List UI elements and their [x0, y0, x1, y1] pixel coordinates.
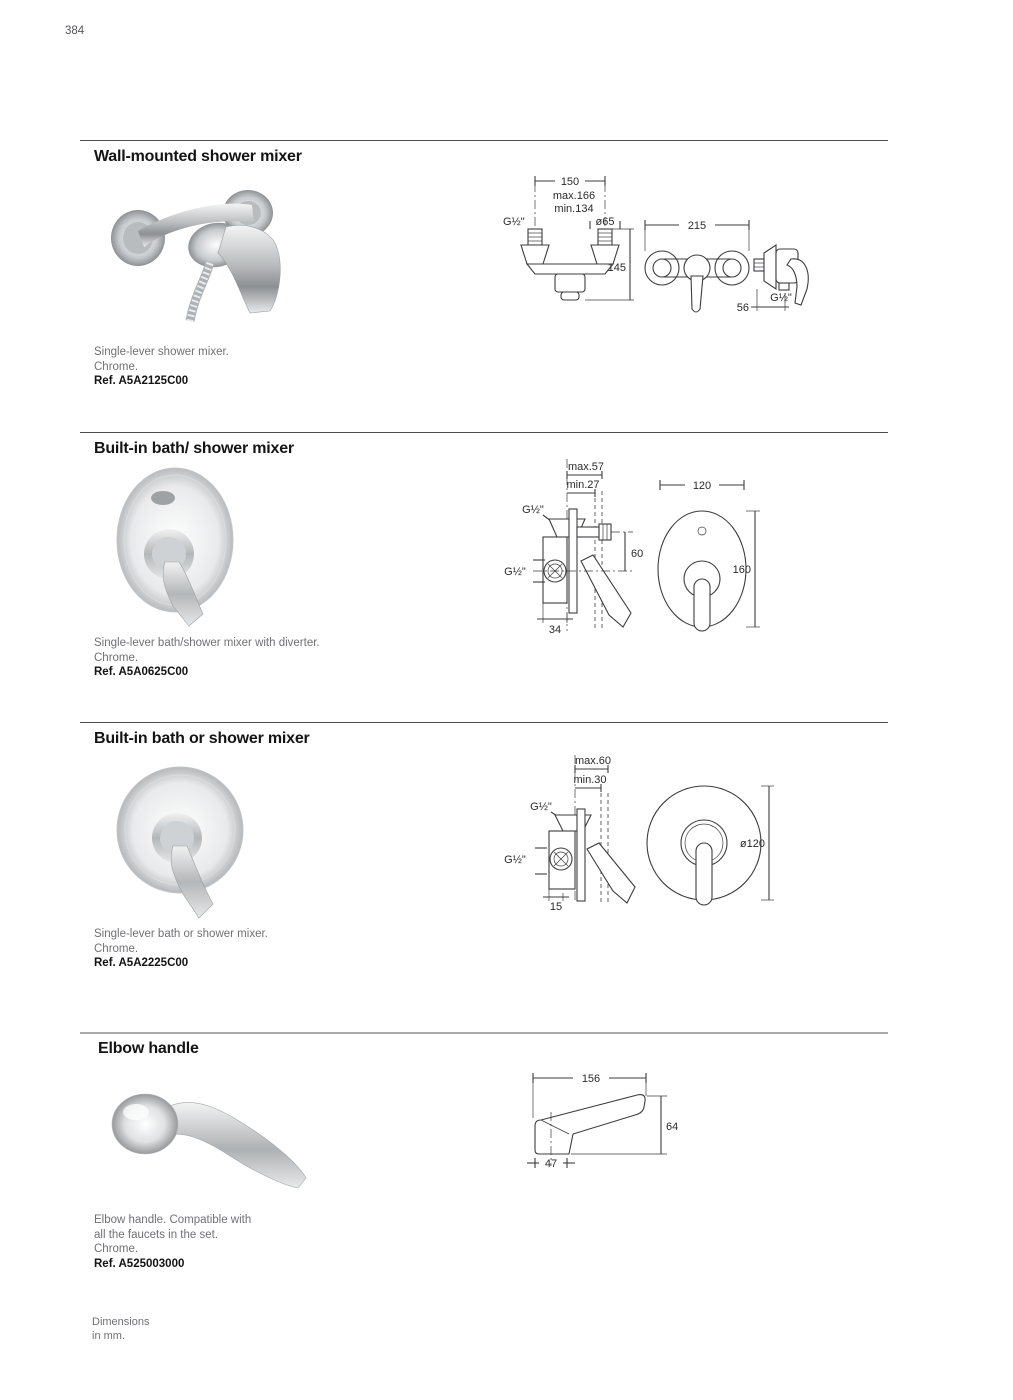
dim-body-depth: 15 — [549, 901, 563, 913]
dimensions-note — [92, 1316, 149, 1343]
dim-height: 145 — [607, 262, 626, 274]
plate-front-view — [658, 480, 760, 631]
description-line: Chrome. — [94, 651, 139, 664]
dim-thread-top: G½" — [530, 801, 552, 813]
dim-width: 150 — [560, 176, 580, 188]
face-view — [645, 220, 749, 312]
dim-thread-side: G½" — [770, 292, 792, 304]
lever-section — [581, 555, 631, 627]
dim-plate-width: 120 — [692, 480, 712, 492]
lever-handle — [218, 225, 280, 313]
section-title-built-in-bath-or-shower: Built-in bath or shower mixer — [94, 730, 310, 747]
product-description — [94, 1213, 251, 1271]
dim-length: 156 — [581, 1073, 601, 1085]
dim-thread-left: G½" — [504, 854, 526, 866]
plate-front-view — [647, 786, 774, 905]
description-line: Chrome. — [94, 942, 139, 955]
dim-diameter: ø65 — [595, 216, 615, 228]
product-photo-built-in-bath-shower-mixer — [103, 458, 253, 630]
technical-drawing-built-in-bath-shower-mixer — [497, 457, 767, 635]
product-description — [94, 345, 229, 389]
dim-min: min.30 — [573, 774, 607, 786]
lever-front — [694, 579, 710, 631]
product-photo-built-in-bath-or-shower-mixer — [105, 752, 260, 924]
product-ref: Ref. A5A0625C00 — [94, 666, 189, 678]
handle-knob — [112, 1094, 178, 1154]
dim-body-depth: 34 — [548, 624, 562, 636]
lever-front — [691, 276, 703, 312]
dim-body-width: 215 — [687, 220, 707, 232]
dim-max: max.57 — [567, 461, 605, 473]
dim-thread-top: G½" — [522, 504, 544, 516]
dim-depth: 56 — [736, 302, 749, 314]
dim-max: max.60 — [574, 755, 612, 767]
dim-outlet-offset: 60 — [631, 548, 644, 560]
chrome-plate-illustration — [117, 767, 243, 918]
technical-drawing-built-in-bath-or-shower-mixer — [497, 753, 782, 911]
technical-drawing-wall-mounted-mixer — [493, 171, 813, 314]
section-view — [504, 459, 643, 636]
dim-max: max.166 — [552, 190, 596, 202]
description-line: Elbow handle. Compatible with — [94, 1214, 252, 1226]
section-title-built-in-bath-shower: Built-in bath/ shower mixer — [94, 440, 294, 457]
diverter-knob — [151, 491, 175, 505]
technical-drawing-elbow-handle — [521, 1066, 681, 1176]
dim-thread-top: G½" — [503, 216, 525, 228]
dim-min: min.134 — [554, 203, 594, 215]
section-title-wall-mounted: Wall-mounted shower mixer — [94, 148, 302, 165]
front-view — [503, 176, 634, 300]
description-line: Single-lever bath or shower mixer. — [94, 928, 268, 940]
lever-section — [587, 843, 635, 903]
dimensions-note-line: Dimensions — [92, 1316, 150, 1328]
chrome-mixer-illustration — [111, 190, 280, 321]
section-title-elbow-handle: Elbow handle — [98, 1040, 199, 1057]
product-ref: Ref. A525003000 — [94, 1257, 185, 1270]
chrome-plate-illustration — [117, 468, 233, 626]
section-view — [504, 755, 635, 913]
description-line: Chrome. — [94, 1243, 139, 1255]
section-divider — [80, 722, 888, 723]
side-view — [737, 245, 808, 314]
product-photo-wall-mounted-mixer — [98, 183, 343, 328]
dim-plate-diameter: ø120 — [739, 838, 765, 850]
dim-height: 64 — [666, 1121, 679, 1133]
dim-min: min.27 — [566, 479, 600, 491]
section-divider — [80, 140, 888, 141]
dim-base: 47 — [544, 1158, 558, 1170]
chrome-handle-illustration — [112, 1094, 306, 1188]
handle-side-view — [527, 1073, 678, 1170]
section-divider — [80, 432, 888, 433]
product-description — [94, 927, 268, 971]
dim-plate-height: 160 — [732, 564, 751, 576]
handle-arm — [168, 1102, 306, 1188]
product-ref: Ref. A5A2225C00 — [94, 957, 189, 969]
product-description — [94, 636, 320, 680]
product-photo-elbow-handle — [98, 1082, 313, 1197]
lever-front — [696, 843, 712, 905]
product-ref: Ref. A5A2125C00 — [94, 375, 189, 387]
dimensions-note-line: in mm. — [92, 1329, 125, 1342]
dim-thread-left: G½" — [504, 566, 526, 578]
description-line: Single-lever shower mixer. — [94, 346, 229, 358]
section-divider — [80, 1032, 888, 1034]
description-line: all the faucets in the set. — [94, 1228, 219, 1241]
handle-outline — [535, 1095, 645, 1154]
description-line: Chrome. — [94, 360, 139, 373]
description-line: Single-lever bath/shower mixer with diverter. — [94, 637, 320, 649]
page-number: 384 — [65, 25, 85, 37]
